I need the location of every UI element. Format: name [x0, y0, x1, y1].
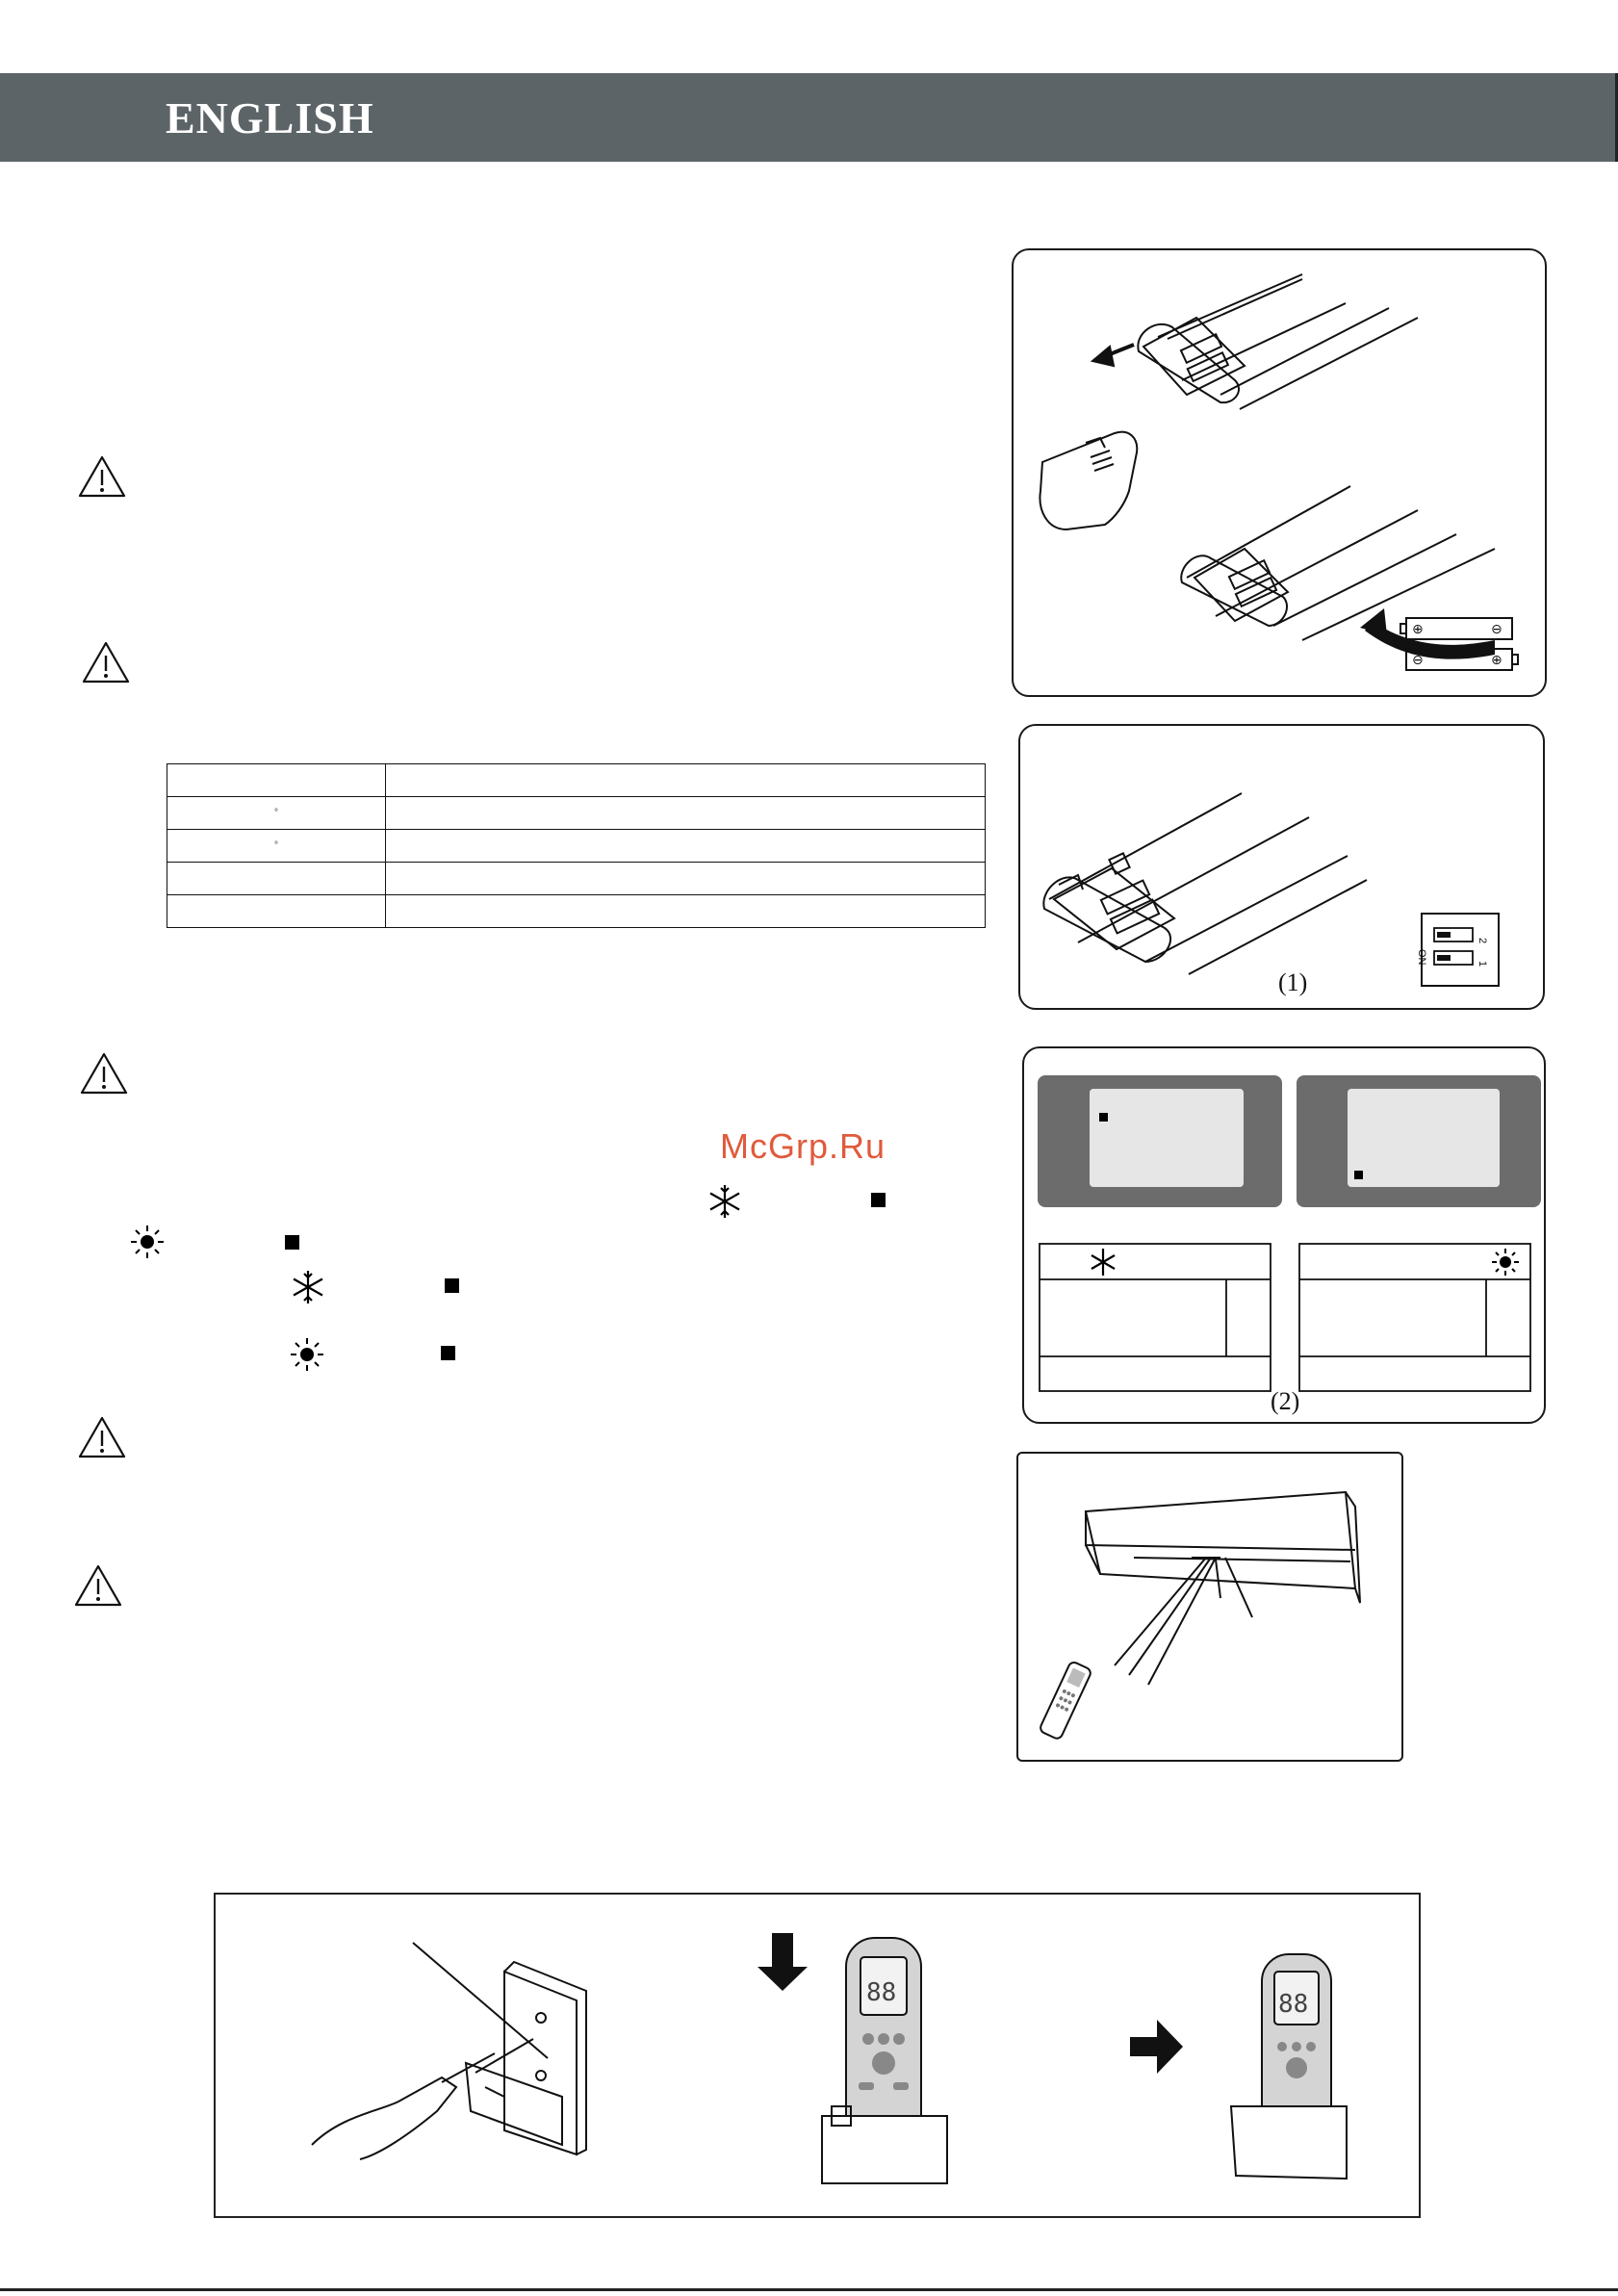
watermark: McGrp.Ru [720, 1126, 886, 1166]
figure-caption-2: (2) [1271, 1387, 1300, 1415]
mode-square-icon [445, 1278, 459, 1293]
table-cell [386, 863, 986, 895]
warning-icon [79, 1051, 129, 1096]
indoor-unit-illustration [1018, 1454, 1401, 1760]
header-bar [0, 73, 1618, 162]
table-row [167, 895, 986, 928]
svg-text:⊖: ⊖ [1491, 622, 1502, 637]
table-cell [167, 863, 386, 895]
holder-mounting-figure [214, 1893, 1421, 2218]
mode-square-icon [285, 1235, 299, 1250]
svg-text:⊕: ⊕ [1491, 653, 1502, 668]
mode-square-icon [441, 1346, 455, 1360]
page-title: ENGLISH [166, 93, 374, 142]
sun-icon [1492, 1249, 1519, 1276]
battery-illustration [1014, 250, 1545, 695]
warning-icon [77, 454, 127, 499]
dip-switch-illustration [1020, 726, 1543, 1008]
battery-install-figure [1012, 248, 1547, 697]
table-cell [386, 830, 986, 863]
snowflake-icon [289, 1268, 327, 1306]
table-cell [386, 895, 986, 928]
dip-pos-1: 1 [1477, 961, 1488, 967]
table-cell: ° [167, 830, 386, 863]
table-cell [386, 764, 986, 797]
remote-aim-figure [1016, 1452, 1403, 1762]
dip-switch-figure [1018, 724, 1545, 1010]
arrow-right-icon [1130, 2020, 1183, 2074]
svg-text:⊕: ⊕ [1412, 622, 1424, 637]
sun-icon [288, 1335, 326, 1374]
remote-control-icon [1039, 1661, 1092, 1741]
table-cell [386, 797, 986, 830]
snowflake-icon [1092, 1249, 1115, 1276]
svg-text:⊖: ⊖ [1412, 653, 1424, 668]
table-cell: ° [167, 797, 386, 830]
display-mode-illustration [1024, 1048, 1544, 1422]
svg-text:88: 88 [1278, 1990, 1309, 2019]
snowflake-icon [706, 1182, 744, 1221]
holder-illustration [216, 1895, 1419, 2216]
sun-icon [128, 1223, 167, 1261]
warning-icon [73, 1563, 123, 1608]
arrow-down-icon [758, 1933, 808, 1991]
table-row [167, 797, 986, 830]
table-row [167, 830, 986, 863]
svg-text:88: 88 [866, 1978, 897, 2007]
warning-icon [77, 1415, 127, 1459]
table-cell [167, 895, 386, 928]
footer-rule [0, 2288, 1618, 2291]
mode-square-icon [871, 1193, 886, 1207]
table-cell [167, 764, 386, 797]
figure-caption-1: (1) [1278, 968, 1308, 996]
table-row [167, 863, 986, 895]
table-row [167, 764, 986, 797]
dip-on-label: ON [1416, 949, 1427, 966]
dip-pos-2: 2 [1477, 938, 1488, 944]
spec-table [167, 763, 986, 928]
warning-icon [81, 640, 131, 684]
display-mode-figure [1022, 1046, 1546, 1424]
